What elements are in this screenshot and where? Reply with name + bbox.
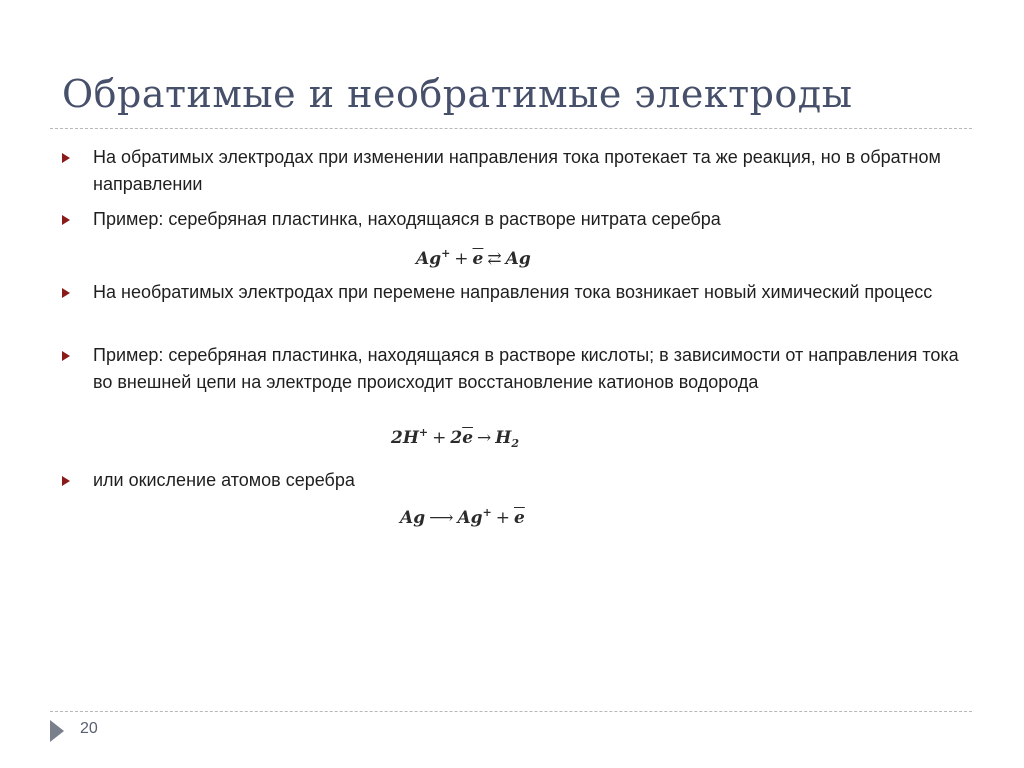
formula-silver-reversible [416,247,531,269]
bullet-text-1: На обратимых электродах при изменении направления тока протекает та же реакция, но в обратном направлении [93,147,941,194]
formula-term: Ag [505,249,531,269]
formula-operator: + [495,508,510,528]
bullet-text-2: Пример: серебряная пластинка, находящаяся в растворе нитрата серебра [93,209,721,229]
formula-electron: $\overline{e}$ [462,428,474,448]
bullet-arrow-icon [62,215,70,225]
formula-coefficient: 2 [450,428,463,448]
formula-electron: $\overline{e}$ [514,508,525,528]
formula-term: Ag [457,508,483,528]
bullet-arrow-icon [62,288,70,298]
formula-silver-oxidation [400,506,525,528]
bullet-arrow-icon [62,476,70,486]
formula-operator: + [454,249,469,269]
formula-operator: + [432,428,447,448]
bullet-arrow-icon [62,351,70,361]
formula-electron: $\overline{e}$ [472,249,484,269]
formula-arrow: ⇄ [487,249,502,269]
bullet-text-5: или окисление атомов серебра [93,470,355,490]
bullet-arrow-icon [62,153,70,163]
slide-title: Обратимые и необратимые электроды [62,72,853,116]
formula-term: 2H [391,428,419,448]
title-divider [50,128,972,129]
bullet-text-3: На необратимых электродах при перемене направления тока возникает новый химический процесс [93,282,933,302]
bullet-text-4: Пример: серебряная пластинка, находящаяся в растворе кислоты; в зависимости от направления тока во внешней цепи на электроде происходит восстановление катионов водорода [93,345,959,392]
formula-term: Ag [400,508,426,528]
footer-divider [50,711,972,712]
formula-term: H [495,428,512,448]
formula-hydrogen-reduction [391,426,519,450]
formula-arrow: → [477,428,492,448]
formula-charge: + [418,426,429,439]
formula-term: Ag [416,249,442,269]
formula-arrow: ⟶ [429,508,454,528]
page-arrow-icon [50,720,64,742]
formula-charge: + [482,506,492,519]
page-number: 20 [80,720,98,737]
formula-subscript: 2 [511,437,519,450]
formula-charge: + [441,247,451,260]
